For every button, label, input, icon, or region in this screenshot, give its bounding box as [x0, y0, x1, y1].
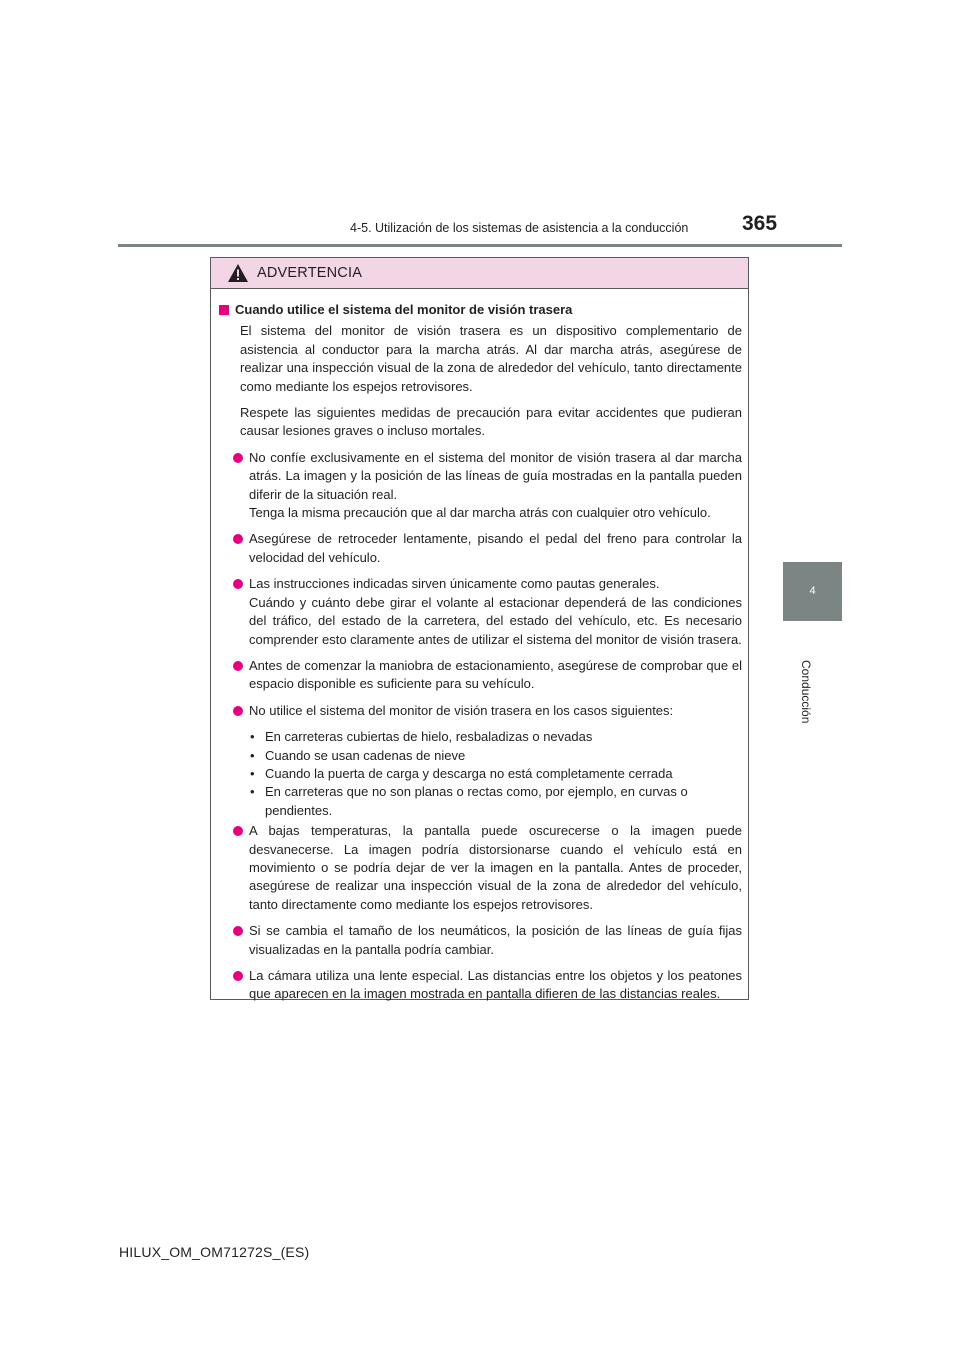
warning-body	[211, 289, 748, 1004]
dot-bullet-icon: •	[250, 729, 255, 745]
list-item-text: Tenga la misma precaución que al dar marcha atrás con cualquier otro vehículo.	[249, 505, 711, 521]
sub-list-item-text: Cuando la puerta de carga y descarga no está completamente cerrada	[265, 765, 673, 781]
list-item	[219, 922, 742, 959]
round-bullet-icon	[233, 579, 243, 589]
warning-subheading-text: Cuando utilice el sistema del monitor de visión trasera	[235, 302, 573, 317]
list-item-text: La cámara utiliza una lente especial. Las distancias entre los objetos y los peatones que aparecen en la imagen mostrada en pantalla difieren de las distancias reales.	[249, 968, 742, 1002]
sub-list-item-text: Cuando se usan cadenas de nieve	[265, 747, 466, 763]
sub-list-item-text: En carreteras cubiertas de hielo, resbaladizas o nevadas	[265, 729, 593, 745]
list-item	[219, 702, 742, 720]
dot-bullet-icon: •	[250, 747, 255, 763]
warning-header	[211, 258, 748, 289]
warning-title: ADVERTENCIA	[257, 265, 363, 281]
list-item	[219, 822, 742, 914]
list-item	[219, 575, 742, 649]
round-bullet-icon	[233, 826, 243, 836]
section-title: 4-5. Utilización de los sistemas de asistencia a la conducción	[350, 221, 689, 235]
list-item-text: Asegúrese de retroceder lentamente, pisando el pedal del freno para controlar la velocidad del vehículo.	[249, 531, 742, 565]
list-item	[219, 967, 742, 1004]
list-item	[219, 657, 742, 694]
round-bullet-icon	[233, 453, 243, 463]
round-bullet-icon	[233, 971, 243, 981]
round-bullet-icon	[233, 534, 243, 544]
sub-list-item-text: En carreteras que no son planas o rectas como, por ejemplo, en curvas o pendientes.	[265, 784, 688, 818]
dot-bullet-icon: •	[250, 784, 255, 800]
round-bullet-icon	[233, 661, 243, 671]
sub-list-item	[250, 783, 742, 820]
list-item-text: Cuándo y cuánto debe girar el volante al estacionar dependerá de las condiciones del tráfico, del estado de la carretera, del estado del vehículo, etc. Es necesario comprender esto claramente antes de utilizar el sistema del monitor de visión trasera.	[249, 594, 742, 647]
sub-list-item	[250, 728, 742, 746]
warning-triangle-icon	[227, 263, 249, 283]
round-bullet-icon	[233, 706, 243, 716]
list-item-text: No utilice el sistema del monitor de visión trasera en los casos siguientes:	[249, 702, 674, 718]
intro-paragraph: El sistema del monitor de visión trasera es un dispositivo complementario de asistencia al conductor para la marcha atrás. Al dar marcha atrás, asegúrese de realizar una inspección visual de la zona de alrededor del vehículo, tanto directamente como mediante los espejos retrovisores.	[240, 323, 742, 394]
list-item-text: Antes de comenzar la maniobra de estacionamiento, asegúrese de comprobar que el espacio disponible es suficiente para su vehículo.	[249, 657, 742, 692]
square-bullet-icon	[219, 305, 229, 315]
list-item	[219, 530, 742, 567]
list-item-text: A bajas temperaturas, la pantalla puede oscurecerse o la imagen puede desvanecerse. La imagen podría distorsionarse cuando el vehículo está en movimiento o se podría dejar de ver la imagen en la pantalla. Antes de proceder, asegúrese de realizar una inspección visual de la zona de alrededor del vehículo, tanto directamente como mediante los espejos retrovisores.	[249, 823, 742, 912]
header-divider	[118, 244, 842, 247]
list-item	[219, 449, 742, 523]
chapter-tab-label: Conducción	[799, 660, 813, 724]
round-bullet-icon	[233, 926, 243, 936]
intro-paragraph: Respete las siguientes medidas de precaución para evitar accidentes que pudieran causar lesiones graves o incluso mortales.	[240, 405, 742, 439]
document-code: HILUX_OM_OM71272S_(ES)	[119, 1244, 310, 1260]
chapter-tab-number: 4	[809, 585, 816, 597]
sub-list-item	[250, 747, 742, 765]
list-item-text: No confíe exclusivamente en el sistema del monitor de visión trasera al dar marcha atrás. La imagen y la posición de las líneas de guía mostradas en la pantalla pueden diferir de la situación real.	[249, 449, 742, 502]
chapter-tab[interactable]	[783, 562, 842, 621]
warning-subheading	[219, 301, 742, 319]
list-item-text: Si se cambia el tamaño de los neumáticos, la posición de las líneas de guía fijas visualizadas en la pantalla podría cambiar.	[249, 923, 742, 957]
dot-bullet-icon: •	[250, 765, 255, 781]
sub-list-item	[250, 765, 742, 783]
list-item-text: Las instrucciones indicadas sirven únicamente como pautas generales.	[249, 576, 660, 592]
warning-box	[210, 257, 749, 1000]
sub-list	[250, 728, 742, 820]
page-number: 365	[742, 212, 778, 235]
